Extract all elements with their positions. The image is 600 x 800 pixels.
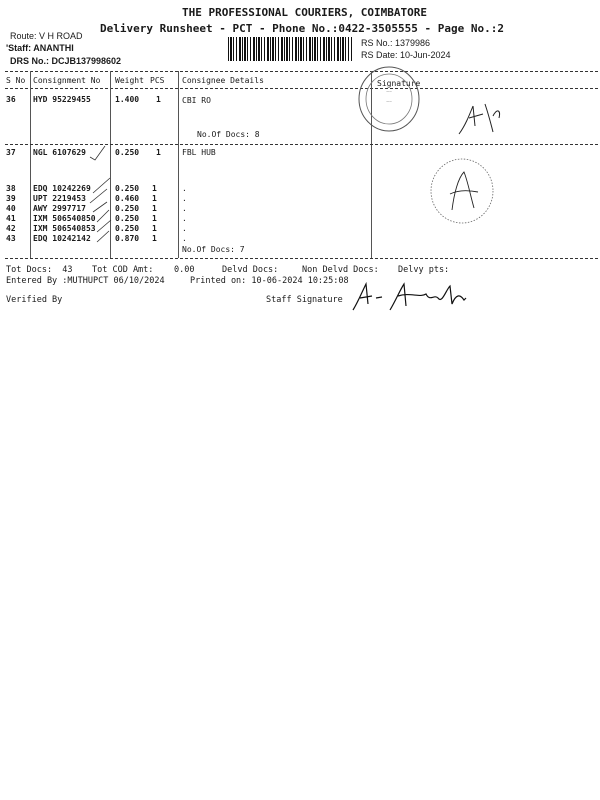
delivered-docs: Delvd Docs: — [222, 265, 279, 275]
seal-stamp-icon — [356, 64, 422, 134]
staff-signature-icon — [350, 280, 480, 314]
col-header-consignment: Consignment No — [33, 76, 101, 85]
row-sno: 37 — [6, 148, 16, 157]
row-consignee: . — [182, 194, 187, 203]
company-title: THE PROFESSIONAL COURIERS, COIMBATORE — [182, 6, 428, 19]
row-consignment: IXM 506540850 — [33, 214, 96, 223]
row-consignee: . — [182, 214, 187, 223]
row-weight: 0.460 — [115, 194, 140, 203]
col-header-consignee: Consignee Details — [182, 76, 264, 85]
row-weight: 1.400 — [115, 95, 140, 104]
staff-label: 'Staff: ANANTHI — [6, 43, 74, 53]
non-delivered-docs: Non Delvd Docs: — [302, 265, 379, 275]
table-top-rule — [5, 71, 598, 72]
row-sno: 40 — [6, 204, 16, 213]
row-consignee: . — [182, 234, 187, 243]
pen-tick-marks — [85, 140, 125, 255]
total-cod-value: 0.00 — [174, 265, 195, 275]
rs-date: RS Date: 10-Jun-2024 — [361, 50, 451, 60]
row-weight: 0.250 — [115, 204, 140, 213]
row-sno: 43 — [6, 234, 16, 243]
row-consignment: AWY 2997717 — [33, 204, 86, 213]
row-pcs: 1 — [152, 184, 157, 193]
col-divider — [30, 71, 31, 258]
col-header-weight: Weight — [115, 76, 144, 85]
row-weight: 0.250 — [115, 148, 140, 157]
total-cod-label: Tot COD Amt: — [92, 265, 154, 275]
route-label: Route: V H ROAD — [10, 31, 83, 41]
staff-signature-label: Staff Signature — [266, 295, 343, 305]
row-consignee: CBI RO — [182, 96, 211, 105]
col-divider — [178, 71, 179, 258]
row-weight: 0.870 — [115, 234, 140, 243]
row-pcs: 1 — [152, 224, 157, 233]
delivery-points: Delvy pts: — [398, 265, 450, 275]
verified-by: Verified By — [6, 295, 63, 305]
col-header-sno: S No — [6, 76, 26, 85]
docs-count-note: No.Of Docs: 8 — [197, 130, 260, 139]
rs-number: RS No.: 1379986 — [361, 38, 431, 48]
entered-by: Entered By :MUTHUPCT 06/10/2024 — [6, 276, 165, 286]
row-consignment: NGL 6107629 — [33, 148, 86, 157]
row-pcs: 1 — [152, 204, 157, 213]
row-sno: 38 — [6, 184, 16, 193]
row-weight: 0.250 — [115, 224, 140, 233]
row-pcs: 1 — [156, 95, 161, 104]
seal-stamp-icon — [428, 156, 496, 226]
total-docs: Tot Docs: 43 — [6, 265, 73, 275]
row-sno: 39 — [6, 194, 16, 203]
runsheet-subtitle: Delivery Runsheet - PCT - Phone No.:0422-3505555 - Page No.:2 — [100, 22, 504, 35]
row-pcs: 1 — [152, 194, 157, 203]
printed-on: Printed on: 10-06-2024 10:25:08 — [190, 276, 349, 286]
row-consignment: EDQ 10242142 — [33, 234, 91, 243]
table-bottom-rule — [5, 258, 598, 259]
row-weight: 0.250 — [115, 184, 140, 193]
row-consignee: . — [182, 204, 187, 213]
svg-text:···: ··· — [386, 89, 392, 96]
row-pcs: 1 — [152, 234, 157, 243]
svg-text:···: ··· — [386, 99, 392, 106]
docs-count-note: No.Of Docs: 7 — [182, 245, 245, 254]
row-consignment: IXM 506540853 — [33, 224, 96, 233]
row-consignment: UPT 2219453 — [33, 194, 86, 203]
row-consignee: . — [182, 184, 187, 193]
table-header-rule — [5, 88, 598, 89]
row-sno: 36 — [6, 95, 16, 104]
row-weight: 0.250 — [115, 214, 140, 223]
row-pcs: 1 — [156, 148, 161, 157]
row-pcs: 1 — [152, 214, 157, 223]
row-consignee: . — [182, 224, 187, 233]
row-sno: 42 — [6, 224, 16, 233]
barcode-graphic — [228, 37, 352, 61]
row-consignee: FBL HUB — [182, 148, 216, 157]
row-sno: 41 — [6, 214, 16, 223]
row-consignment: HYD 95229455 — [33, 95, 91, 104]
col-header-pcs: PCS — [150, 76, 165, 85]
col-header-signature: Signature — [377, 79, 421, 88]
signature-scribble-icon — [455, 96, 505, 141]
drs-number: DRS No.: DCJB137998602 — [10, 56, 122, 66]
row-consignment: EDQ 10242269 — [33, 184, 91, 193]
